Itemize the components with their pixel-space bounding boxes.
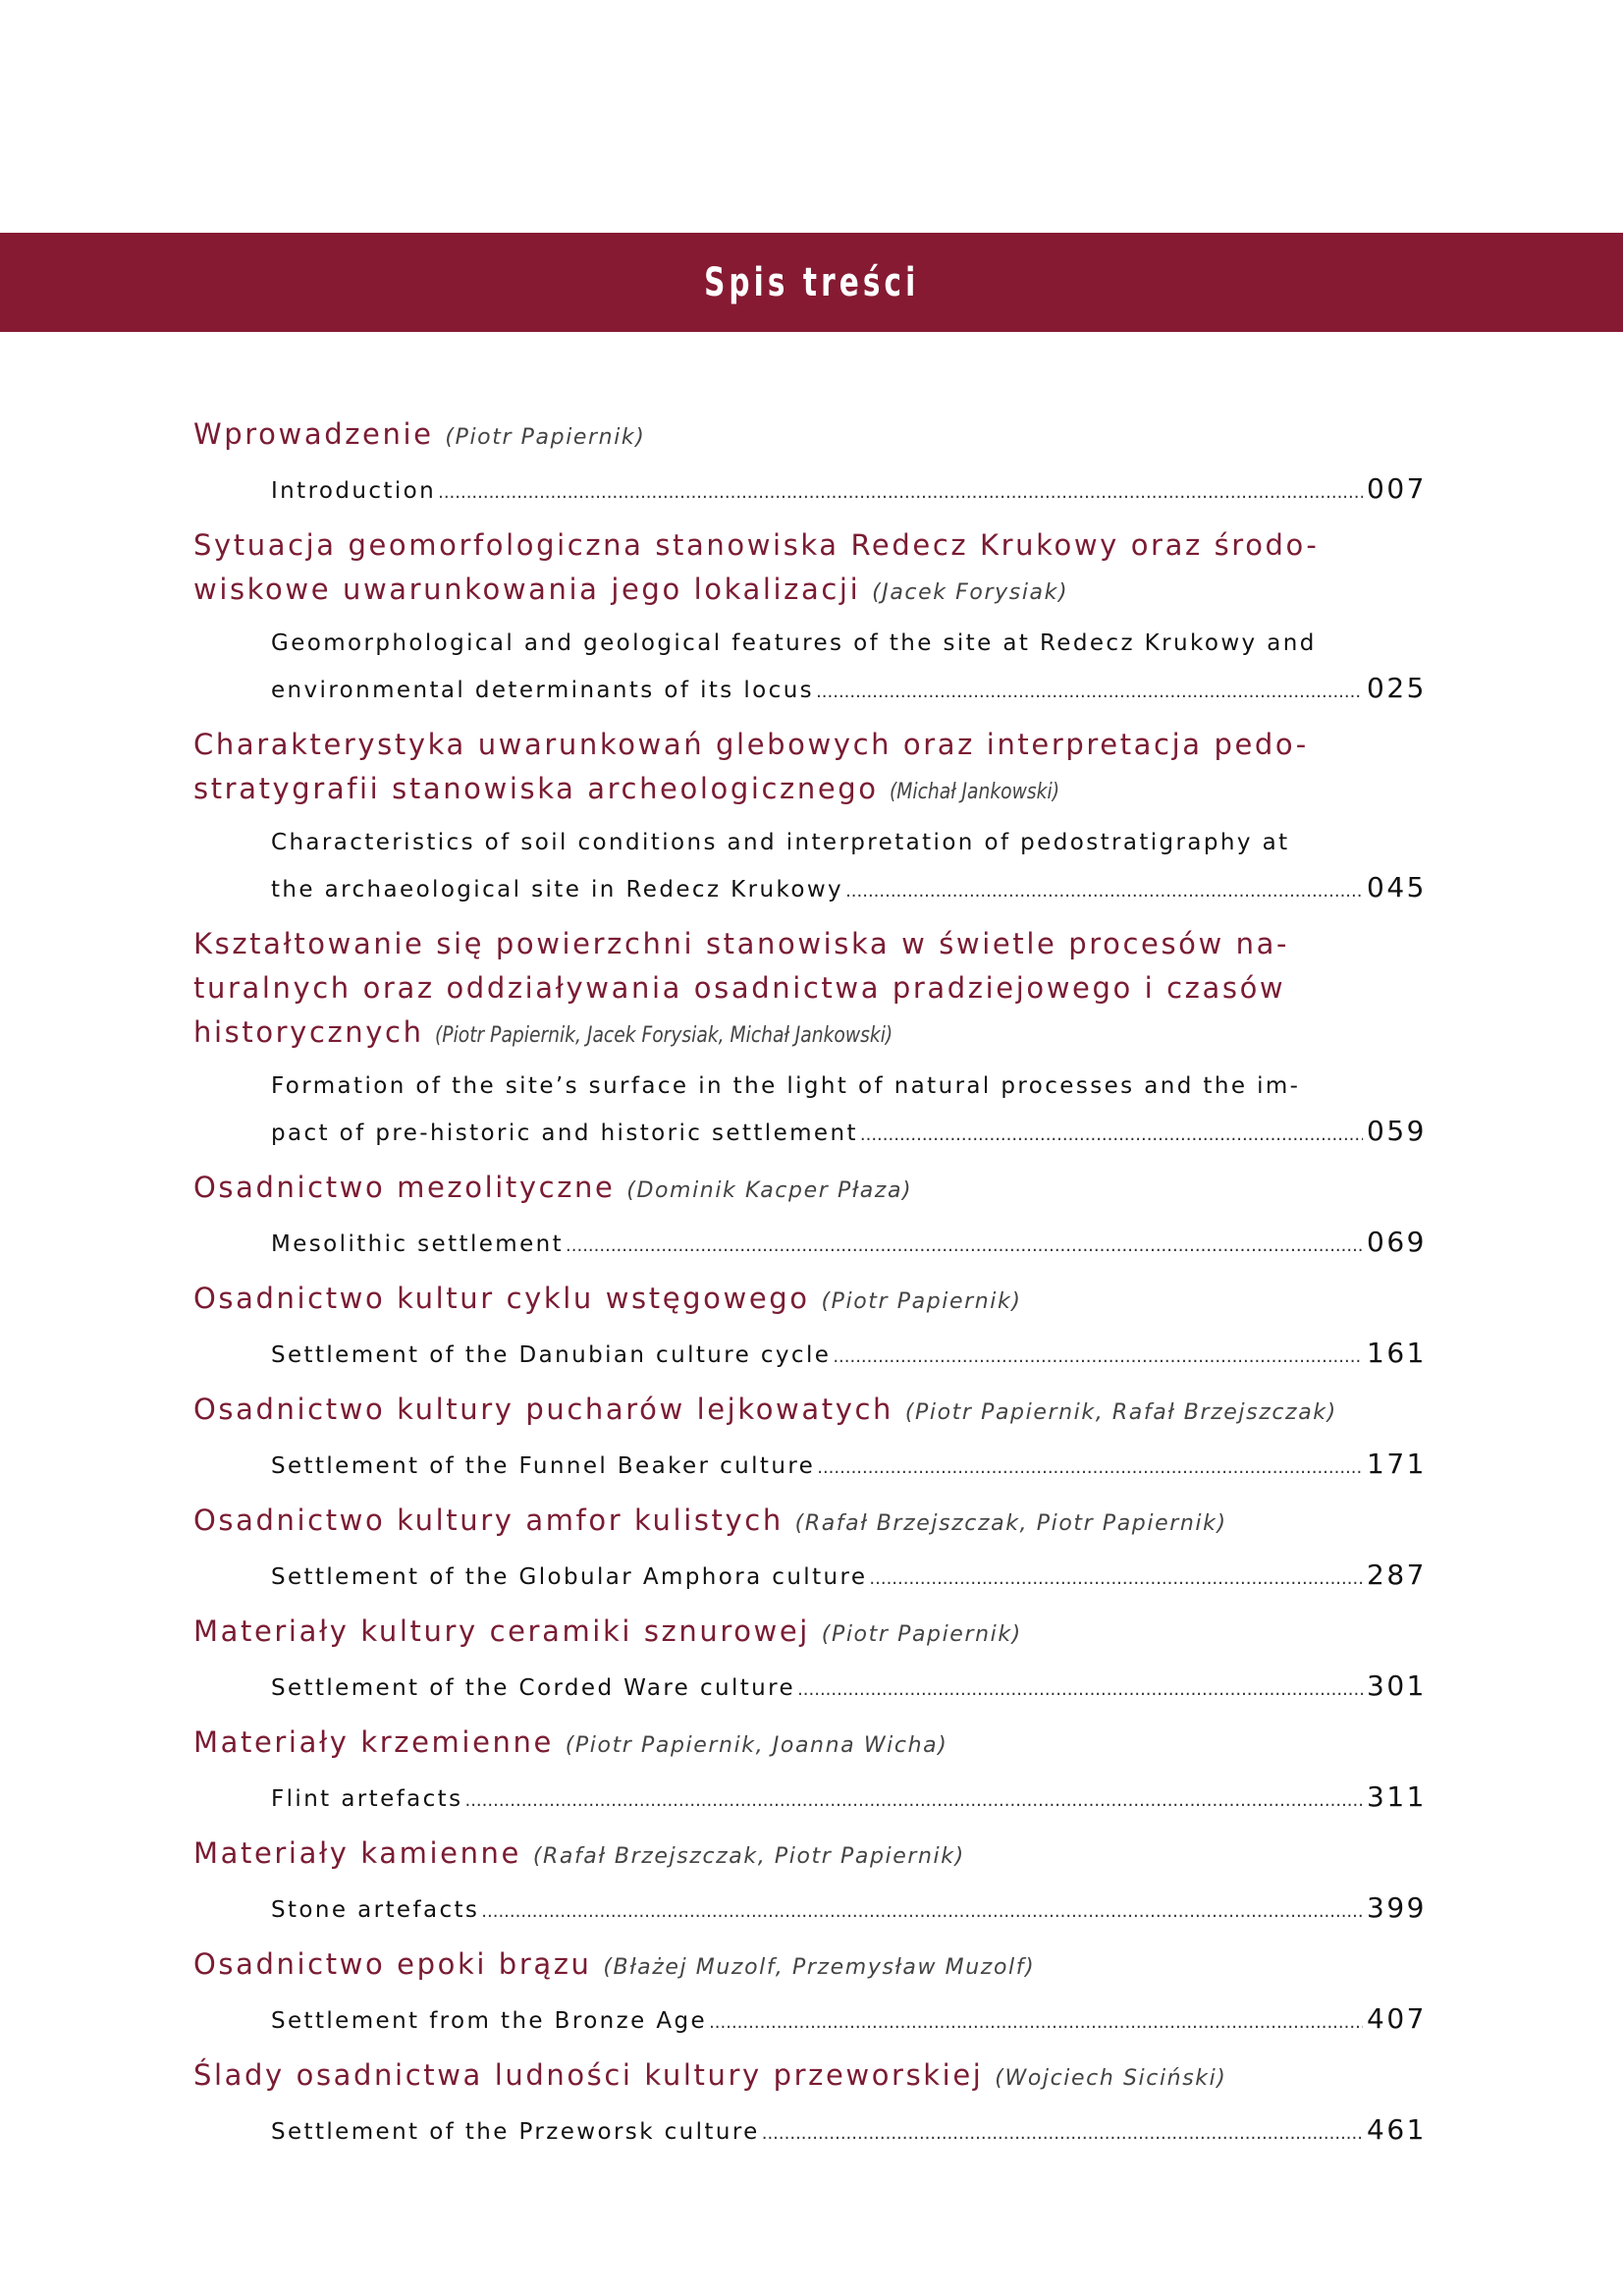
chapter-heading [193, 1277, 1427, 1324]
chapter-heading-line: wiskowe uwarunkowania jego lokalizacji [193, 573, 861, 606]
chapter-author: (Rafał Brzejszczak, Piotr Papiernik) [794, 1511, 1227, 1536]
chapter-heading [193, 1499, 1427, 1546]
english-title [271, 2107, 1427, 2156]
english-title-line: Mesolithic settlement [271, 1231, 565, 1257]
chapter-heading-line: turalnych oraz oddziaływania osadnictwa pradziejowego i czasów [193, 971, 1286, 1005]
table-of-contents [193, 412, 1427, 2164]
dot-leader [816, 670, 1363, 714]
english-title [271, 1886, 1427, 1934]
chapter-author: (Piotr Papiernik) [821, 1289, 1022, 1314]
page-number[interactable]: 069 [1367, 1226, 1427, 1258]
chapter-heading [193, 1610, 1427, 1657]
english-title-line: Settlement of the Globular Amphora culture [271, 1564, 868, 1590]
chapter-heading [193, 412, 1427, 460]
chapter-heading [193, 1831, 1427, 1879]
dot-leader [797, 1667, 1363, 1712]
page-number[interactable]: 461 [1367, 2113, 1427, 2146]
english-title-line: Characteristics of soil conditions and interpretation of pedostratigraphy at [271, 830, 1290, 855]
page-number[interactable]: 045 [1367, 871, 1427, 903]
toc-entry[interactable] [193, 412, 1427, 515]
toc-leader-row [271, 1331, 1427, 1379]
chapter-heading [193, 1166, 1427, 1213]
page-number[interactable]: 407 [1367, 2002, 1427, 2035]
english-title [271, 1996, 1427, 2045]
english-title [271, 466, 1427, 515]
dot-leader [481, 1889, 1363, 1934]
dot-leader [833, 1335, 1363, 1379]
toc-entry[interactable] [193, 523, 1427, 714]
toc-leader-row [271, 1775, 1427, 1823]
toc-leader-row [271, 865, 1427, 913]
english-title [271, 1553, 1427, 1601]
chapter-heading [193, 1721, 1427, 1768]
english-title [271, 1442, 1427, 1490]
page-number[interactable]: 287 [1367, 1558, 1427, 1591]
toc-entry[interactable] [193, 922, 1427, 1157]
chapter-heading [193, 2053, 1427, 2101]
dot-leader [817, 1446, 1363, 1490]
english-title [271, 1220, 1427, 1268]
chapter-heading-line: Osadnictwo kultury amfor kulistych [193, 1503, 784, 1537]
dot-leader [869, 1557, 1363, 1601]
chapter-author: (Jacek Forysiak) [872, 580, 1069, 605]
english-title [271, 1775, 1427, 1823]
toc-entry[interactable] [193, 1721, 1427, 1823]
english-title [271, 1331, 1427, 1379]
page-number[interactable]: 025 [1367, 672, 1427, 704]
dot-leader [709, 2000, 1363, 2045]
english-title [271, 821, 1427, 913]
chapter-author: (Piotr Papiernik) [821, 1622, 1022, 1647]
chapter-heading-line: Materiały krzemienne [193, 1725, 554, 1759]
page-number[interactable]: 399 [1367, 1891, 1427, 1924]
toc-entry[interactable] [193, 1166, 1427, 1268]
chapter-author: (Michał Jankowski) [890, 780, 1060, 804]
toc-leader-row [271, 1996, 1427, 2045]
english-title-line: Flint artefacts [271, 1786, 463, 1812]
chapter-heading [193, 523, 1427, 615]
chapter-author: (Piotr Papiernik) [445, 425, 646, 450]
page-number[interactable]: 301 [1367, 1669, 1427, 1702]
page-number[interactable]: 161 [1367, 1337, 1427, 1369]
chapter-heading [193, 1942, 1427, 1990]
english-title [271, 1664, 1427, 1712]
chapter-heading [193, 1388, 1427, 1435]
page-number[interactable]: 007 [1367, 472, 1427, 505]
chapter-heading-line: Ślady osadnictwa ludności kultury przeworskiej [193, 2058, 984, 2092]
english-title-line: Stone artefacts [271, 1897, 480, 1923]
page-number[interactable]: 311 [1367, 1780, 1427, 1813]
toc-leader-row [271, 1220, 1427, 1268]
toc-entry[interactable] [193, 723, 1427, 913]
english-title-line: Formation of the site’s surface in the light of natural processes and the im- [271, 1073, 1301, 1099]
toc-entry[interactable] [193, 1610, 1427, 1712]
english-title-line: pact of pre-historic and historic settlement [271, 1121, 858, 1146]
toc-leader-row [271, 1553, 1427, 1601]
english-title-line: Settlement of the Przeworsk culture [271, 2119, 760, 2145]
chapter-heading-line: Osadnictwo mezolityczne [193, 1171, 616, 1204]
page-number[interactable]: 059 [1367, 1115, 1427, 1147]
toc-leader-row [271, 1886, 1427, 1934]
toc-entry[interactable] [193, 2053, 1427, 2156]
chapter-heading-line: Osadnictwo epoki brązu [193, 1947, 592, 1981]
english-title [271, 1065, 1427, 1157]
toc-entry[interactable] [193, 1831, 1427, 1934]
chapter-author: (Rafał Brzejszczak, Piotr Papiernik) [532, 1844, 965, 1869]
dot-leader [845, 869, 1363, 913]
chapter-heading-line: Materiały kultury ceramiki sznurowej [193, 1614, 810, 1648]
chapter-author: (Piotr Papiernik, Joanna Wicha) [565, 1733, 948, 1758]
english-title-line: Settlement of the Danubian culture cycle [271, 1342, 832, 1368]
chapter-heading-line: Osadnictwo kultur cyklu wstęgowego [193, 1282, 810, 1315]
header-banner [0, 233, 1623, 332]
dot-leader [860, 1113, 1363, 1157]
english-title-line: Introduction [271, 478, 437, 504]
chapter-heading [193, 922, 1427, 1058]
english-title-line: Settlement from the Bronze Age [271, 2008, 708, 2034]
chapter-author: (Wojciech Siciński) [995, 2066, 1227, 2091]
toc-leader-row [271, 1664, 1427, 1712]
chapter-heading-line: Wprowadzenie [193, 417, 434, 451]
chapter-author: (Dominik Kacper Płaza) [626, 1178, 913, 1203]
chapter-heading [193, 723, 1427, 814]
chapter-heading-line: Osadnictwo kultury pucharów lejkowatych [193, 1393, 893, 1426]
english-title [271, 622, 1427, 714]
chapter-heading-line: Materiały kamienne [193, 1836, 521, 1870]
chapter-author: (Błażej Muzolf, Przemysław Muzolf) [603, 1955, 1036, 1980]
toc-entry[interactable] [193, 1388, 1427, 1490]
page-title: Spis treści [703, 259, 920, 305]
english-title-line: Geomorphological and geological features of the site at Redecz Krukowy and [271, 630, 1317, 656]
chapter-heading-line: Kształtowanie się powierzchni stanowiska w świetle procesów na- [193, 927, 1290, 960]
dot-leader [464, 1778, 1363, 1823]
toc-entry[interactable] [193, 1942, 1427, 2045]
dot-leader [762, 2111, 1363, 2156]
chapter-heading-line: Charakterystyka uwarunkowań glebowych oraz interpretacja pedo- [193, 728, 1309, 761]
chapter-author: (Piotr Papiernik, Jacek Forysiak, Michał Jankowski) [435, 1023, 893, 1048]
page-number[interactable]: 171 [1367, 1448, 1427, 1480]
toc-entry[interactable] [193, 1499, 1427, 1601]
english-title-line: the archaeological site in Redecz Krukowy [271, 877, 844, 902]
chapter-heading-line: historycznych [193, 1015, 424, 1049]
toc-leader-row [271, 1109, 1427, 1157]
toc-leader-row [271, 666, 1427, 714]
toc-entry[interactable] [193, 1277, 1427, 1379]
dot-leader [566, 1224, 1363, 1268]
dot-leader [438, 470, 1363, 515]
english-title-line: Settlement of the Funnel Beaker culture [271, 1453, 816, 1479]
english-title-line: environmental determinants of its locus [271, 678, 815, 703]
toc-leader-row [271, 2107, 1427, 2156]
toc-leader-row [271, 466, 1427, 515]
toc-leader-row [271, 1442, 1427, 1490]
chapter-heading-line: Sytuacja geomorfologiczna stanowiska Redecz Krukowy oraz środo- [193, 528, 1320, 562]
chapter-heading-line: stratygrafii stanowiska archeologicznego [193, 772, 879, 805]
chapter-author: (Piotr Papiernik, Rafał Brzejszczak) [904, 1400, 1337, 1425]
english-title-line: Settlement of the Corded Ware culture [271, 1675, 796, 1701]
